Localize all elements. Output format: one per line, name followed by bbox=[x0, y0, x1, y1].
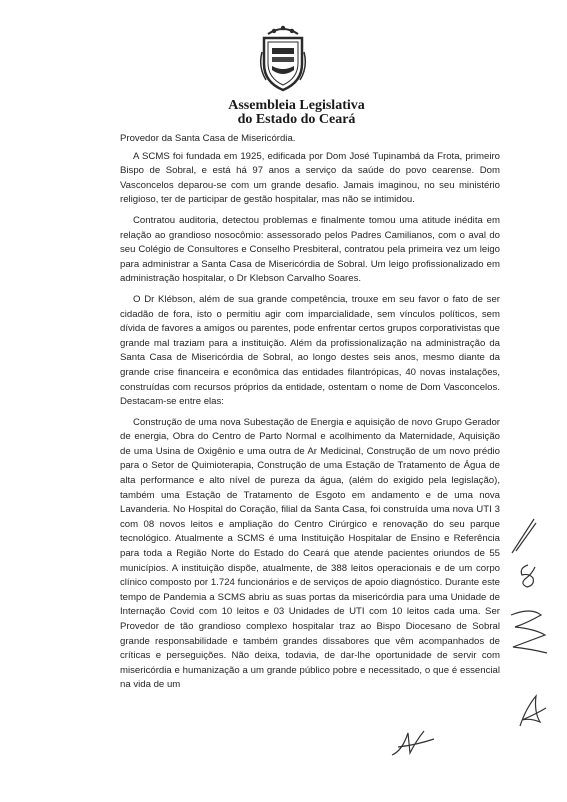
paragraph-1: A SCMS foi fundada em 1925, edificada por Dom José Tupinambá da Frota, primeiro Bispo de Sobral, e está há 97 anos a serviço da saúde do povo cearense. Dom Vasconcelos deparou-se com um grande desafio. Jamais imaginou, no seu ministério religioso, ter de participar de gestão hospitalar, mas não se intimidou. bbox=[120, 150, 500, 206]
paragraph-3: O Dr Klébson, além de sua grande competência, trouxe em seu favor o fato de ser cidadão de fora, isto o permitiu agir com imparcialidade, sem vínculos políticos, sem dívida de favores a amigos ou parentes, pode enfrentar certos grupos corporativistas que grande mal traziam para a instituição. Além da profissionalização na administração da Santa Casa de Misericórdia de Sobral, ao longo destes seis anos, mesmo diante da grande crise financeira e econômica das entidades filantrópicas, 40 novas instalações, construídas com recursos próprios da entidade, ostentam o nome de Dom Vasconcelos. Destacam-se entre elas: bbox=[120, 293, 500, 408]
letterhead bbox=[0, 99, 567, 127]
paragraph-4: Construção de uma nova Subestação de Energia e aquisição de novo Grupo Gerador de energia, Obra do Centro de Parto Normal e acolhimento da Maternidade, Aquisição de uma Usina de Oxigênio e uma outra de Ar Medicinal, Construção de um novo prédio para o Setor de Quimioterapia, Construção de uma Estação de Tratamento de Água de alta performance e alto nível de pureza da água, (além do exigido pela legislação), também uma Estação de Tratamento de Esgoto em andamento e de uma nova Lavanderia. No Hospital do Coração, filial da Santa Casa, foi construída uma nova UTI 3 com 08 novos leitos e ampliação do Centro Cirúrgico e renovação do seu parque tecnológico. Atualmente a SCMS é uma Instituição Hospitalar de Ensino e Referência para toda a Região Norte do Estado do Ceará que atende pacientes oriundos de 55 municípios. A instituição dispõe, atualmente, de 388 leitos operacionais e de um corpo clínico composto por 1.724 funcionários e de serviços de apoio diagnóstico. Durante este tempo de Pandemia a SCMS abriu as suas portas da misericórdia para uma Unidade de Internação Covid com 10 leitos e 03 Unidades de UTI com 10 leitos cada uma. Ser Provedor de tão grandioso complexo hospitalar traz ao Bispo Diocesano de Sobral grande responsabilidade e também grandes dissabores que vêm acompanhados de críticas e perseguições. Não deixa, todavia, de dar-lhe oportunidade de servir com misericórdia e humanização a um grande público pobre e necessitado, o que é essencial na vida de um bbox=[120, 416, 500, 691]
letterhead-line-1: Assembleia Legislativa bbox=[228, 98, 365, 113]
handwritten-initials-icon bbox=[516, 562, 540, 590]
handwritten-initials-icon bbox=[516, 690, 548, 730]
letterhead-line-2: do Estado do Ceará bbox=[237, 112, 356, 127]
handwritten-initials-icon bbox=[505, 605, 551, 657]
handwritten-initials-icon bbox=[508, 515, 540, 557]
paragraph-2: Contratou auditoria, detectou problemas e finalmente tomou uma atitude inédita em relação ao grandioso nosocômio: assessorado pelos Padres Camilianos, com o aval do seu Colégio de Consultores e Conselho Presbiteral, contratou pela primeira vez um leigo para administrar a Santa Casa de Misericórdia de Sobral. Um leigo profissionalizado em administração hospitalar, o Dr Klebson Carvalho Soares. bbox=[120, 214, 500, 285]
document-body bbox=[120, 132, 500, 699]
state-seal-icon bbox=[258, 22, 308, 92]
paragraph-0: Provedor da Santa Casa de Misericórdia. bbox=[120, 133, 296, 144]
handwritten-initials-icon bbox=[388, 727, 438, 759]
